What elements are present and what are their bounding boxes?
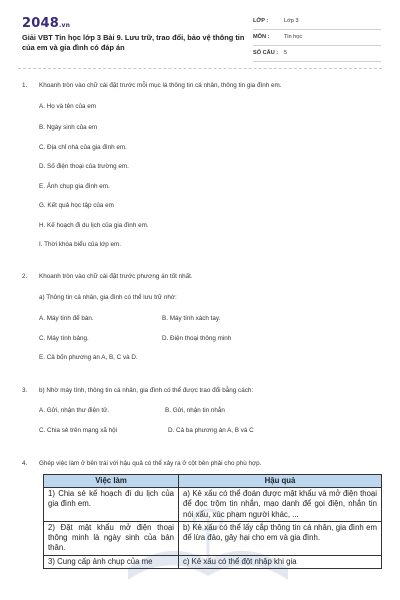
column-header-actions: Việc làm [44,475,179,488]
q3-option-b: B. Gửi, nhận tin nhắn [165,407,225,414]
matching-table [43,474,382,569]
meta-row-subject [253,30,381,46]
question-number: 2. [22,273,28,280]
meta-key: LỚP : [253,18,269,24]
q2-option-b: B. Máy tính xách tay. [162,315,221,322]
action-cell: 3) Cung cấp ảnh chụp của me [44,555,179,568]
table-row [44,555,382,568]
meta-table [253,14,381,62]
q2-option-e: E. Cả bốn phương án A, B, C và D. [39,354,138,361]
question-number: 1. [22,82,28,89]
q1-option-b: B. Ngày sinh của em [39,124,98,131]
question-text: Khoanh tròn vào chữ cái đặt trước mỗi mục là thông tin cá nhân, thông tin gia đình em. [39,82,282,89]
table-row [44,521,382,555]
question-text: b) Nhờ máy tính, thông tin cá nhân, gia đình có thể được trao đổi bằng cách: [39,387,254,394]
logo-suffix: .vn [58,22,71,29]
action-cell: 2) Đặt mật khẩu mở điện thoại thông minh là ngày sinh của bản thân. [44,521,179,555]
meta-value: Tin học [284,34,303,40]
document-header [0,0,400,70]
site-logo[interactable] [22,16,70,31]
question-number: 3. [22,387,28,394]
meta-row-count [253,46,381,62]
meta-row-class [253,14,381,30]
q1-option-a: A. Họ và tên của em [39,103,97,110]
q3-option-a: A. Gửi, nhận thư điện tử. [39,407,110,414]
q2-option-c: C. Máy tính bảng. [39,335,89,342]
q1-option-d: D. Số điện thoại của trường em. [39,163,129,170]
q1-option-c: C. Địa chỉ nhà của gia đình em. [39,144,127,151]
meta-key: MÔN : [253,34,270,40]
q3-option-c: C. Chia sẻ trên mạng xã hội [39,427,118,434]
header-divider [18,68,382,69]
question-number: 4. [22,460,28,467]
q2-subquestion: a) Thông tin cá nhân, gia đình có thể lưu trữ nhờ: [39,294,177,301]
q1-option-h: H. Kế hoạch đi du lịch của gia đình em. [39,222,149,229]
table-row [44,488,382,522]
q3-option-d: D. Cả ba phương án A, B và C [168,427,254,434]
consequence-cell: a) Kẻ xấu có thể đoán được mật khẩu và mở điện thoại để đọc trộm tin nhắn, mạo danh để gọi điện, nhắn tin nói xấu, xúc phạm người khác, ... [179,488,382,522]
document-body [0,78,400,600]
q1-option-i: I. Thời khóa biểu của lớp em. [39,241,121,248]
q1-option-g: G. Kết quả học tập của em [39,202,114,209]
question-text: Ghép việc làm ở bên trái với hậu quả có thể xảy ra ở cột bên phải cho phù hợp. [39,460,262,467]
q2-option-d: D. Điện thoại thông minh [162,335,232,342]
q2-option-a: A. Máy tính để bàn. [39,315,94,322]
column-header-consequences: Hậu quả [179,475,382,488]
meta-value: Lớp 3 [284,18,299,24]
meta-value: 5 [284,50,288,56]
q1-option-e: E. Ảnh chụp gia đình em. [39,183,110,190]
question-text: Khoanh tròn vào chữ cái đặt trước phương án tốt nhất. [39,273,193,280]
table-header-row [44,475,382,488]
action-cell: 1) Chia sẻ kế hoạch đi du lịch của gia đình em. [44,488,179,522]
logo-main: 2048 [22,16,59,31]
meta-key: SỐ CÂU : [253,50,279,56]
consequence-cell: c) Kẻ xấu có thể đột nhập khi gia [179,555,382,568]
consequence-cell: b) Kẻ xấu có thể lấy cắp thông tin cá nhân, gia đình em để lừa đảo, gây hại cho em và gia đình. [179,521,382,555]
document-title: Giải VBT Tin học lớp 3 Bài 9. Lưu trữ, trao đổi, bảo vệ thông tin của em và gia đình có đáp án [22,33,245,52]
